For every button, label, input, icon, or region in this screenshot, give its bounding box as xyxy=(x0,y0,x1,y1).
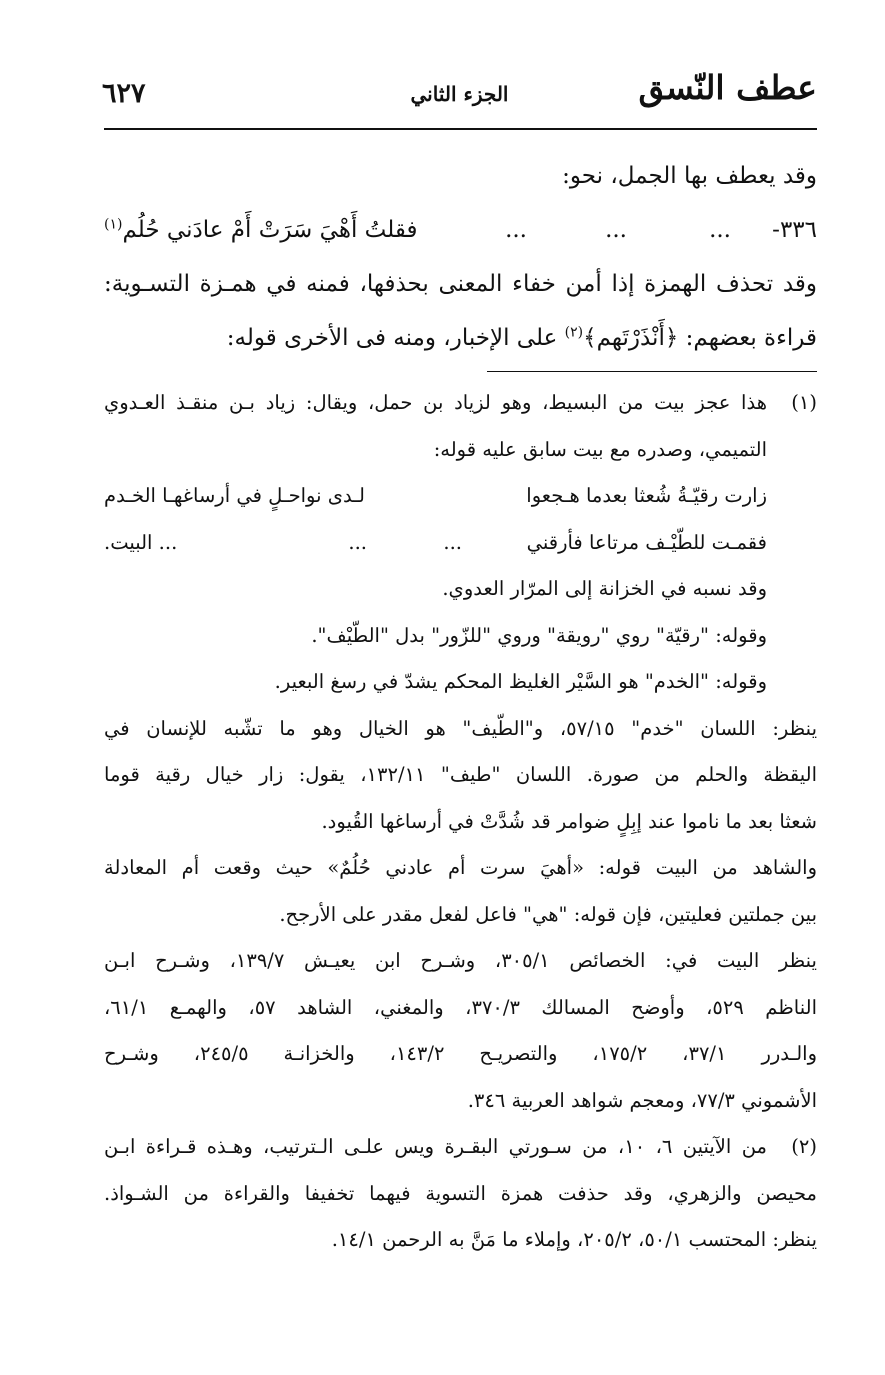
footnote-line xyxy=(104,799,817,846)
footnote-line xyxy=(104,938,817,985)
page-header xyxy=(102,62,817,122)
verse-line xyxy=(104,206,817,260)
main-line: وقد يعطف بها الجمل، نحو: xyxy=(562,163,817,189)
footnote-ref: (١) xyxy=(104,216,123,233)
running-title: عطف النّسق xyxy=(638,68,817,107)
main-line: قراءة بعضهم: ﴿أَنْذَرْتَهم﴾$^{(٢)}$ على الإخبار، ومنه فى الأخرى قوله: xyxy=(226,324,817,351)
footnote-line xyxy=(104,1031,817,1078)
poem-hemistich: لـدى نواحـلٍ في أرساغهـا الخـدم xyxy=(104,484,365,507)
footnote-line xyxy=(104,706,817,753)
footnote-line xyxy=(104,659,817,706)
footnote-text: وقوله: "رقيّة" روي "رويقة" وروي "للزّور" بدل "الطّيْف". xyxy=(311,623,767,647)
verse-number: ٣٣٦- xyxy=(772,217,817,243)
verse-dots: ... xyxy=(505,217,527,243)
footnote-line xyxy=(104,752,817,799)
footnote-divider xyxy=(487,371,817,372)
footnote-text: محيصن والزهري، وقد حذفت همزة التسوية فيهما تخفيفا والقراءة من الشـواذ. xyxy=(104,1181,817,1205)
footnote-text: هذا عجز بيت من البسيط، وهو لزياد بن حمل، ويقال: زياد بـن منقـذ العـدوي xyxy=(104,391,767,414)
main-text xyxy=(104,152,817,368)
footnote-text: التميمي، وصدره مع بيت سابق عليه قوله: xyxy=(433,437,767,461)
footnote-text: والشاهد من البيت قوله: «أهيَ سرت أم عادني حُلُمٌ» حيث وقعت أم المعادلة xyxy=(104,856,817,879)
poem-line xyxy=(104,520,817,567)
verse-text: فقلتُ أَهْيَ سَرَتْ أَمْ عادَني حُلُم$^{(١)}$ xyxy=(104,216,418,243)
footnote-text: وقوله: "الخدم" هو السَّيْر الغليظ المحكم يشدّ في رسغ البعير. xyxy=(274,670,767,693)
poem-line xyxy=(104,473,817,520)
poem-hemistich: ... البيت. xyxy=(104,530,178,554)
footnote-text: وقد نسبه في الخزانة إلى المرّار العدوي. xyxy=(442,577,767,600)
footnote-text: شعثا بعد ما ناموا عند إبِلٍ ضوامر قد شُدَّتْ في أرساغها القُيود. xyxy=(321,809,817,833)
footnote-text: الأشموني ٧٧/٣، ومعجم شواهد العربية ٣٤٦. xyxy=(467,1088,817,1112)
footnote-line xyxy=(104,985,817,1032)
footnote-text: الناظم ٥٢٩، وأوضح المسالك ٣٧٠/٣، والمغني، الشاهد ٥٧، والهمـع ٦١/١، xyxy=(104,995,817,1019)
header-rule xyxy=(104,128,817,130)
poem-dots: ... xyxy=(348,530,367,554)
footnote-line xyxy=(104,845,817,892)
part-label: الجزء الثاني xyxy=(410,82,509,106)
verse-dots: ... xyxy=(709,217,731,243)
footnote-text: ينظر البيت في: الخصائص ٣٠٥/١، وشـرح ابن يعيـش ١٣٩/٧، وشـرح ابـن xyxy=(104,949,817,972)
footnote-text: والـدرر ٣٧/١، ١٧٥/٢، والتصريـح ١٤٣/٢، والخزانـة ٢٤٥/٥، وشـرح xyxy=(104,1042,818,1065)
footnotes xyxy=(104,380,817,1264)
poem-dots: ... xyxy=(443,530,462,554)
page-number: ٦٢٧ xyxy=(102,78,146,109)
poem-hemistich: زارت رقيّـةُ شُعثا بعدما هـجعوا xyxy=(526,484,767,507)
footnote-line xyxy=(104,1078,817,1125)
footnote-text: ينظر: اللسان "خدم" ٥٧/١٥، و"الطّيف" هو الخيال وهو ما تشّبه للإنسان في xyxy=(104,716,817,740)
footnote-line xyxy=(104,1171,817,1218)
main-line: وقد تحذف الهمزة إذا أمن خفاء المعنى بحذفها، فمنه في همـزة التسـوية: xyxy=(104,271,817,297)
footnote-text: بين جملتين فعليتين، فإن قوله: "هي" فاعل لفعل مقدر على الأرجح. xyxy=(279,902,817,926)
footnote-line xyxy=(104,427,817,474)
footnote-ref: (٢) xyxy=(564,324,584,341)
poem-hemistich: فقمـت للطّيْـف مرتاعا فأرقني xyxy=(526,530,767,554)
footnote-line xyxy=(104,613,817,660)
footnote-number: (١) xyxy=(791,391,817,414)
verse-dots: ... xyxy=(605,217,627,243)
footnote-text: من الآيتين ٦، ١٠، من سـورتي البقـرة ويس علـى الـترتيب، وهـذه قـراءة ابـن xyxy=(104,1135,767,1158)
footnote-number: (٢) xyxy=(791,1135,817,1158)
footnote-line xyxy=(104,1124,817,1171)
footnote-text: ينظر: المحتسب ٥٠/١، ٢٠٥/٢، وإملاء ما مَنَّ به الرحمن ١٤/١. xyxy=(331,1228,817,1251)
footnote-text: اليقظة والحلم من صورة. اللسان "طيف" ١٣٢/١١، يقول: زار خيال رقية قوما xyxy=(104,763,817,786)
footnote-line xyxy=(104,1217,817,1264)
footnote-line xyxy=(104,892,817,939)
footnote-line xyxy=(104,380,817,427)
footnote-line xyxy=(104,566,817,613)
